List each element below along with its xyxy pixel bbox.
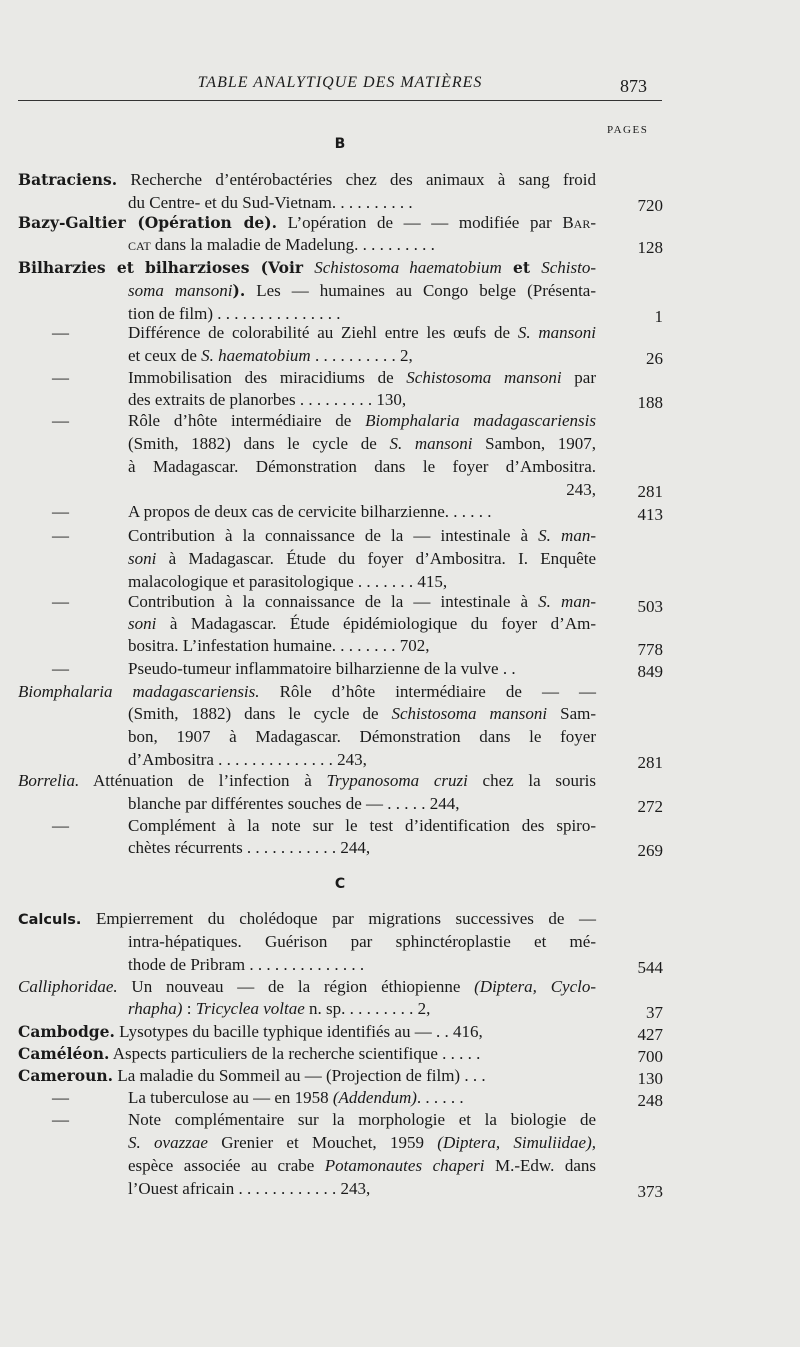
subentry-line-1: Pseudo-tumeur inflammatoire bilharzienne de la vulve . . xyxy=(128,659,516,678)
repeat-dash: — xyxy=(52,368,69,387)
subentry-line-1: Complément à la note sur le test d’identification des spiro- xyxy=(128,816,596,835)
section-letter-b: B xyxy=(334,136,346,152)
page-ref: 130 xyxy=(637,1069,663,1088)
entry-calliphoridae-line-2: rhapha) : Tricyclea voltae n. sp. . . . . . . . . 2, xyxy=(128,999,431,1018)
subentry-line-3: malacologique et parasitologique . . . . . . . 415, xyxy=(128,572,448,591)
entry-bilharzies-line-3: tion de film) . . . . . . . . . . . . . . . xyxy=(128,304,341,323)
entry-bilharzies-line-1: Bilharzies et bilharzioses (Voir Schistosoma haematobium et Schisto- xyxy=(18,258,596,277)
page-ref: 272 xyxy=(637,797,663,816)
repeat-dash: — xyxy=(52,411,69,430)
page-ref: 849 xyxy=(637,662,663,681)
subentry-line-4: 243, xyxy=(566,480,596,499)
entry-borrelia-line-1: Borrelia. Atténuation de l’infection à Trypanosoma cruzi chez la souris xyxy=(18,771,596,790)
repeat-dash: — xyxy=(52,659,69,678)
entry-bilharzies-line-2: soma mansoni). Les — humaines au Congo belge (Présenta- xyxy=(128,281,597,300)
repeat-dash: — xyxy=(52,502,69,521)
subentry-line-2: soni à Madagascar. Étude épidémiologique du foyer d’Am- xyxy=(128,614,596,633)
entry-batraciens-line-2: du Centre- et du Sud-Vietnam. . . . . . . . . . xyxy=(128,193,413,212)
entry-bazy-line-1: Bazy-Galtier (Opération de). L’opération de — — modifiée par Bar- xyxy=(18,213,596,232)
subentry-line-3: espèce associée au crabe Potamonautes chaperi M.-Edw. dans xyxy=(128,1156,596,1175)
entry-keyword: Biomphalaria madagascariensis. xyxy=(18,682,260,701)
entry-biomphalaria-line-1: Biomphalaria madagascariensis. Rôle d’hôte intermédiaire de — — xyxy=(18,682,597,701)
entry-biomphalaria-line-4: d’Ambositra . . . . . . . . . . . . . . 243, xyxy=(128,750,367,769)
running-header-title: TABLE ANALYTIQUE DES MATIÈRES xyxy=(197,74,483,91)
entry-keyword: Borrelia. xyxy=(18,771,80,790)
entry-keyword: Calculs. xyxy=(18,912,82,928)
page-ref: 778 xyxy=(637,640,663,659)
subentry-line-1: Immobilisation des miracidiums de Schistosoma mansoni par xyxy=(128,368,596,387)
repeat-dash: — xyxy=(52,1088,69,1107)
subentry-line-2: chètes récurrents . . . . . . . . . . . 244, xyxy=(128,838,371,857)
page-ref: 128 xyxy=(637,238,663,257)
repeat-dash: — xyxy=(52,323,69,342)
page-ref: 373 xyxy=(637,1182,663,1201)
repeat-dash: — xyxy=(52,1110,69,1129)
page-number: 873 xyxy=(620,76,647,96)
page-ref: 413 xyxy=(637,505,663,524)
subentry-line-1: Différence de colorabilité au Ziehl entre les œufs de S. mansoni xyxy=(128,323,596,342)
page-ref: 269 xyxy=(637,841,663,860)
entry-keyword: Bazy-Galtier (Opération de). xyxy=(18,213,278,232)
subentry-line-2: soni à Madagascar. Étude du foyer d’Ambositra. I. Enquête xyxy=(128,549,596,568)
subentry-line-1: A propos de deux cas de cervicite bilharzienne. . . . . . xyxy=(128,502,492,521)
page-ref: 37 xyxy=(646,1003,663,1022)
entry-cambodge-line-1: Cambodge. Lysotypes du bacille typhique identifiés au — . . 416, xyxy=(18,1022,483,1041)
subentry-line-1: Contribution à la connaissance de la — intestinale à S. man- xyxy=(128,592,596,611)
entry-calliphoridae-line-1: Calliphoridae. Un nouveau — de la région éthiopienne (Diptera, Cyclo- xyxy=(18,977,597,996)
subentry-line-1: Rôle d’hôte intermédiaire de Biomphalaria madagascariensis xyxy=(128,411,596,430)
page-ref: 544 xyxy=(637,958,663,977)
subentry-line-2: des extraits de planorbes . . . . . . . . . 130, xyxy=(128,390,407,409)
entry-borrelia-line-2: blanche par différentes souches de — . . . . . 244, xyxy=(128,794,460,813)
subentry-line-1: Note complémentaire sur la morphologie et la biologie de xyxy=(128,1110,596,1129)
section-letter-c: C xyxy=(334,876,346,892)
page-ref: 1 xyxy=(654,307,663,326)
entry-calculs-line-1: Calculs. Empierrement du cholédoque par migrations successives de — xyxy=(18,909,596,928)
entry-keyword: Calliphoridae. xyxy=(18,977,118,996)
page-ref: 26 xyxy=(646,349,663,368)
entry-batraciens-line-1: Batraciens. Recherche d’entérobactéries chez des animaux à sang froid xyxy=(18,170,596,189)
page-ref: 427 xyxy=(637,1025,663,1044)
subentry-line-2: (Smith, 1882) dans le cycle de S. mansoni Sambon, 1907, xyxy=(128,434,596,453)
entry-keyword: Cameroun. xyxy=(18,1066,114,1085)
subentry-line-1: Contribution à la connaissance de la — intestinale à S. man- xyxy=(128,526,596,545)
entry-keyword: Cambodge. xyxy=(18,1022,115,1041)
page-ref: 248 xyxy=(637,1091,663,1110)
subentry-line-3: bositra. L’infestation humaine. . . . . . . . 702, xyxy=(128,636,430,655)
entry-keyword: Bilharzies et bilharzioses (Voir xyxy=(18,258,315,277)
entry-calculs-line-3: thode de Pribram . . . . . . . . . . . . . . xyxy=(128,955,365,974)
page-ref: 503 xyxy=(637,597,663,616)
page-ref: 188 xyxy=(637,393,663,412)
entry-calculs-line-2: intra-hépatiques. Guérison par sphinctéroplastie et mé- xyxy=(128,932,596,951)
entry-cameleon-line-1: Caméléon. Aspects particuliers de la recherche scientifique . . . . . xyxy=(18,1044,481,1063)
entry-biomphalaria-line-3: bon, 1907 à Madagascar. Démonstration dans le foyer xyxy=(128,727,596,746)
entry-keyword: Batraciens. xyxy=(18,170,118,189)
pages-column-label: PAGES xyxy=(607,124,649,136)
page-ref: 700 xyxy=(637,1047,663,1066)
repeat-dash: — xyxy=(52,592,69,611)
repeat-dash: — xyxy=(52,816,69,835)
subentry-line-2: et ceux de S. haematobium . . . . . . . . . . 2, xyxy=(128,346,413,365)
subentry-line-2: S. ovazzae Grenier et Mouchet, 1959 (Diptera, Simuliidae), xyxy=(128,1133,597,1152)
subentry-line-3: à Madagascar. Démonstration dans le foyer d’Ambositra. xyxy=(128,457,596,476)
page-ref: 281 xyxy=(637,482,663,501)
page-ref: 720 xyxy=(637,196,663,215)
entry-cameroun-line-1: Cameroun. La maladie du Sommeil au — (Projection de film) . . . xyxy=(18,1066,486,1085)
subentry-line-4: l’Ouest africain . . . . . . . . . . . . 243, xyxy=(128,1179,371,1198)
entry-keyword: Caméléon. xyxy=(18,1044,110,1063)
repeat-dash: — xyxy=(52,526,69,545)
page-ref: 281 xyxy=(637,753,663,772)
subentry-line-1: La tuberculose au — en 1958 (Addendum). . . . . . xyxy=(128,1088,464,1107)
entry-bazy-line-2: cat dans la maladie de Madelung. . . . . . . . . . xyxy=(128,235,435,254)
header-rule xyxy=(18,100,662,101)
entry-biomphalaria-line-2: (Smith, 1882) dans le cycle de Schistosoma mansoni Sam- xyxy=(128,704,597,723)
